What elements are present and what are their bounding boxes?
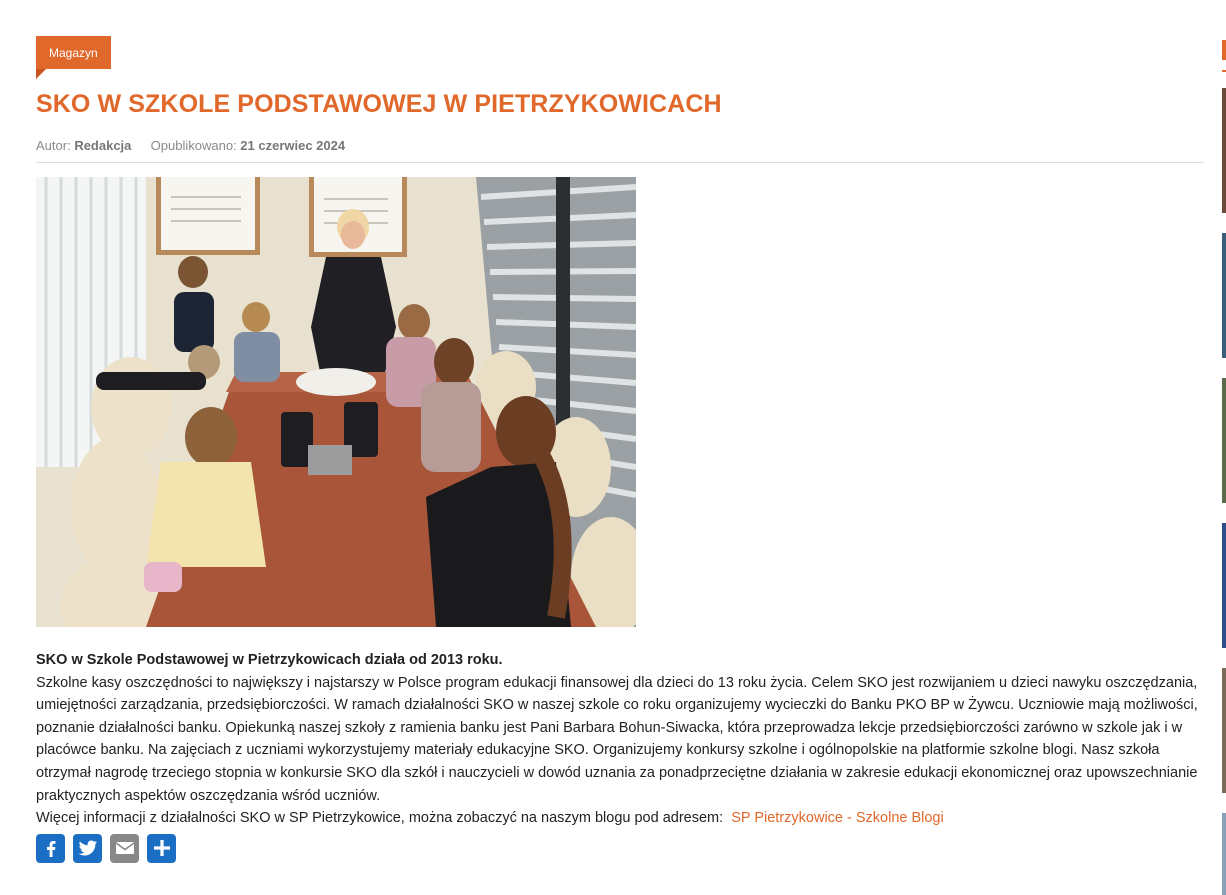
category-wrapper — [36, 36, 1204, 80]
article-lead: SKO w Szkole Podstawowej w Pietrzykowicach działa od 2013 roku. — [36, 652, 503, 668]
sidebar-thumb[interactable] — [1222, 813, 1226, 895]
article-meta — [36, 138, 1204, 163]
sidebar-thumb[interactable] — [1222, 668, 1226, 793]
facebook-share-button[interactable] — [36, 834, 65, 863]
generic-share-button[interactable] — [147, 834, 176, 863]
published-label: Opublikowano: — [150, 138, 237, 153]
article-photo — [36, 177, 636, 627]
article — [36, 36, 1204, 863]
article-title: SKO W SZKOLE PODSTAWOWEJ W PIETRZYKOWICACH — [36, 90, 722, 118]
sidebar-thumb[interactable] — [1222, 88, 1226, 213]
sidebar-thumb[interactable] — [1222, 523, 1226, 648]
sidebar-rule — [1222, 70, 1226, 72]
more-info — [36, 807, 1204, 830]
article-paragraph: Szkolne kasy oszczędności to największy i najstarszy w Polsce program edukacji finansowej dla dzieci do 13 roku życia. Celem SKO jest rozwijaniem u dzieci nawyku oszczędzania, umiejętności zarządzania, przedsiębiorczości. W ramach działalności SKO w naszej szkole co roku organizujemy wycieczki do Banku PKO BP w Żywcu. Uczniowie mają możliwości, poznanie działalności banku. Opiekunką naszej szkoły z ramienia banku jest Pani Barbara Bohun-Siwacka, która przeprowadza lekcje przedsiębiorczości zarówno w szkole jak i w placówce banku. Na zajęciach z uczniami wykorzystujemy materiały edukacyjne SKO. Organizujemy konkursy szkolne i ogólnopolskie na platformie szkolne blogi. Nasz szkoła otrzymał nagrodę trzeciego stopnia w konkursie SKO dla szkół i nauczycieli w dowód uznania za ponadprzeciętne działania w zakresie edukacji ekonomicznej oraz upowszechnianie praktycznych aspektów oszczędzania wśród uczniów. — [36, 674, 1198, 804]
category-badge-tail — [36, 69, 46, 79]
share-bar — [36, 834, 1204, 863]
published-date: 21 czerwiec 2024 — [240, 138, 346, 153]
sidebar-edge — [1222, 0, 1226, 895]
email-icon — [115, 840, 135, 856]
blog-link[interactable]: SP Pietrzykowice - Szkolne Blogi — [731, 810, 944, 827]
author-label: Autor: — [36, 138, 71, 153]
photo-illustration — [36, 177, 636, 627]
author-name: Redakcja — [74, 138, 132, 153]
article-body — [36, 649, 1204, 830]
share-icon — [152, 838, 172, 858]
more-info-text: Więcej informacji z działalności SKO w SP Pietrzykowice, można zobaczyć na naszym blogu pod adresem: — [36, 810, 724, 827]
facebook-icon — [41, 838, 61, 858]
sidebar-thumb[interactable] — [1222, 233, 1226, 358]
twitter-share-button[interactable] — [73, 834, 102, 863]
email-share-button[interactable] — [110, 834, 139, 863]
sidebar-thumb[interactable] — [1222, 378, 1226, 503]
twitter-icon — [77, 838, 99, 858]
category-badge[interactable]: Magazyn — [36, 36, 111, 69]
sidebar-accent — [1222, 40, 1226, 60]
